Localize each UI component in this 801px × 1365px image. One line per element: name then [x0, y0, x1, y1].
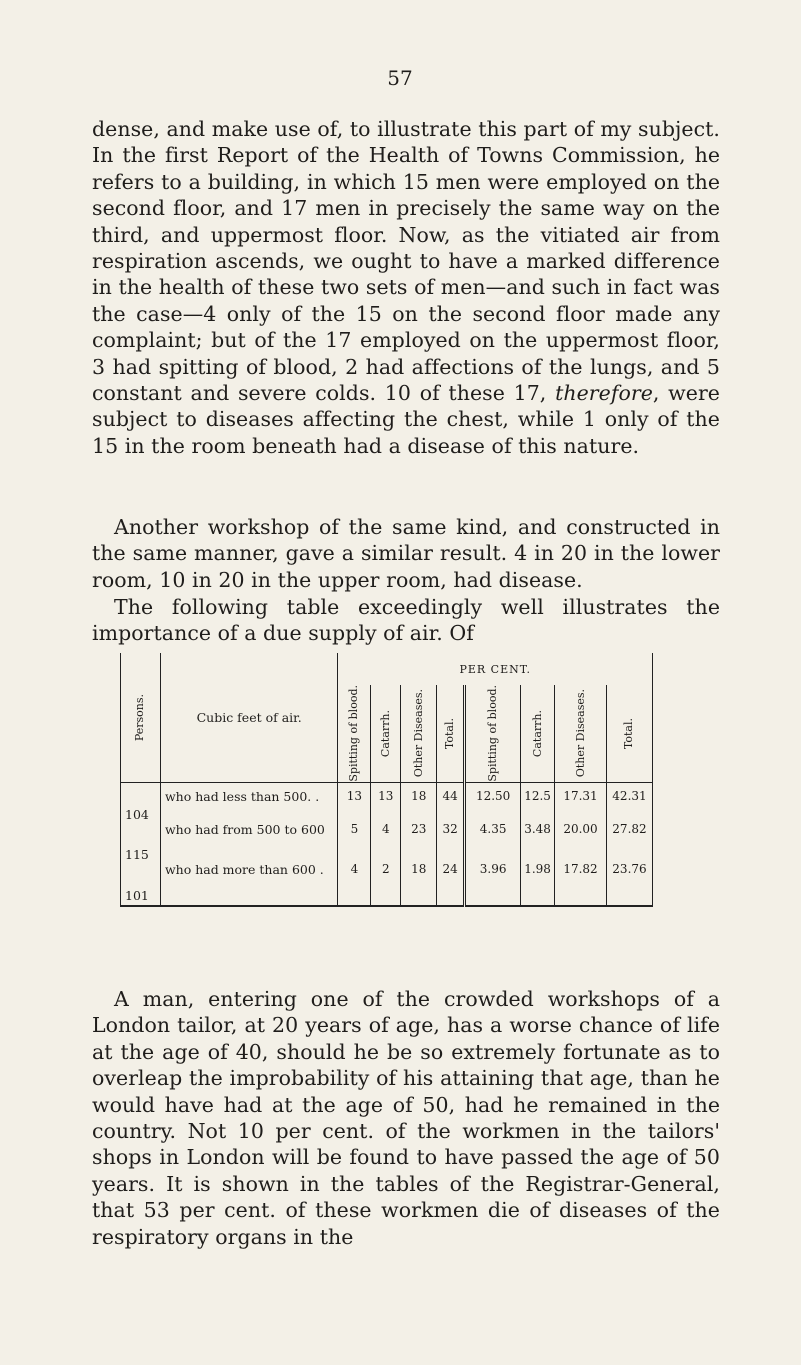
col-catarrh-1: Catarrh.: [371, 685, 401, 782]
paragraph-1: [92, 116, 720, 459]
paragraph-1-end: , were subject to diseases affecting the chest, while 1 only of the 15 in the room beneath had a disease of this nature.: [92, 381, 720, 458]
table-row: 101 who had more than 600 . 4 2 18 24 3.96 1.98 17.82 23.76: [121, 862, 653, 906]
col-other-1: Other Diseases.: [401, 685, 437, 782]
paragraph-4: A man, entering one of the crowded workshops of a London tailor, at 20 years of age, has a worse chance of life at the age of 40, should he be so extremely fortunate as to overleap the improbability of his attaining that age, than he would have had at the age of 50, had he remained in the country. Not 10 per cent. of the workmen in the tailors' shops in London will be found to have passed the age of 50 years. It is shown in the tables of the Registrar-General, that 53 per cent. of these workmen die of diseases of the respiratory organs in the: [92, 987, 720, 1249]
col-spitting-1: Spitting of blood.: [338, 685, 371, 782]
col-catarrh-2: Catarrh.: [521, 685, 555, 782]
paragraph-1-text: dense, and make use of, to illustrate this part of my subject. In the first Report of the Health of Towns Commission, he refers to a building, in which 15 men were employed on the second floor, and 17 men in precisely the same way on the third, and uppermost floor. Now, as the vitiated air from respiration ascends, we ought to have a marked difference in the health of these two sets of men—and such in fact was the case—4 only of the 15 on the second floor made any complaint; but of the 17 employed on the uppermost floor, 3 had spitting of blood, 2 had affections of the lungs, and 5 constant and severe colds. 10 of these 17,: [92, 117, 720, 406]
persons-header: Persons.: [133, 693, 147, 741]
col-total-2: Total.: [606, 685, 652, 782]
paragraph-2: Another workshop of the same kind, and constructed in the same manner, gave a similar result. 4 in 20 in the lower room, 10 in 20 in the upper room, had disease.: [92, 515, 720, 592]
col-spitting-2: Spitting of blood.: [465, 685, 521, 782]
cubic-feet-header: Cubic feet of air.: [160, 653, 337, 782]
col-other-2: Other Diseases.: [555, 685, 607, 782]
persons-header-cell: [121, 653, 161, 782]
table-row: 104 who had less than 500. . 13 13 18 44 12.50 12.5 17.31 42.31: [121, 782, 653, 822]
paragraph-3: The following table exceedingly well illustrates the importance of a due supply of air. Of: [92, 595, 720, 646]
table-row: 115 who had from 500 to 600 5 4 23 32 4.35 3.48 20.00 27.82: [121, 822, 653, 862]
per-cent-header: PER CENT.: [338, 653, 653, 685]
air-supply-table: [120, 653, 680, 904]
paragraph-1-italic: therefore: [555, 381, 653, 406]
col-total-1: Total.: [437, 685, 465, 782]
page-number: 57: [387, 66, 413, 90]
